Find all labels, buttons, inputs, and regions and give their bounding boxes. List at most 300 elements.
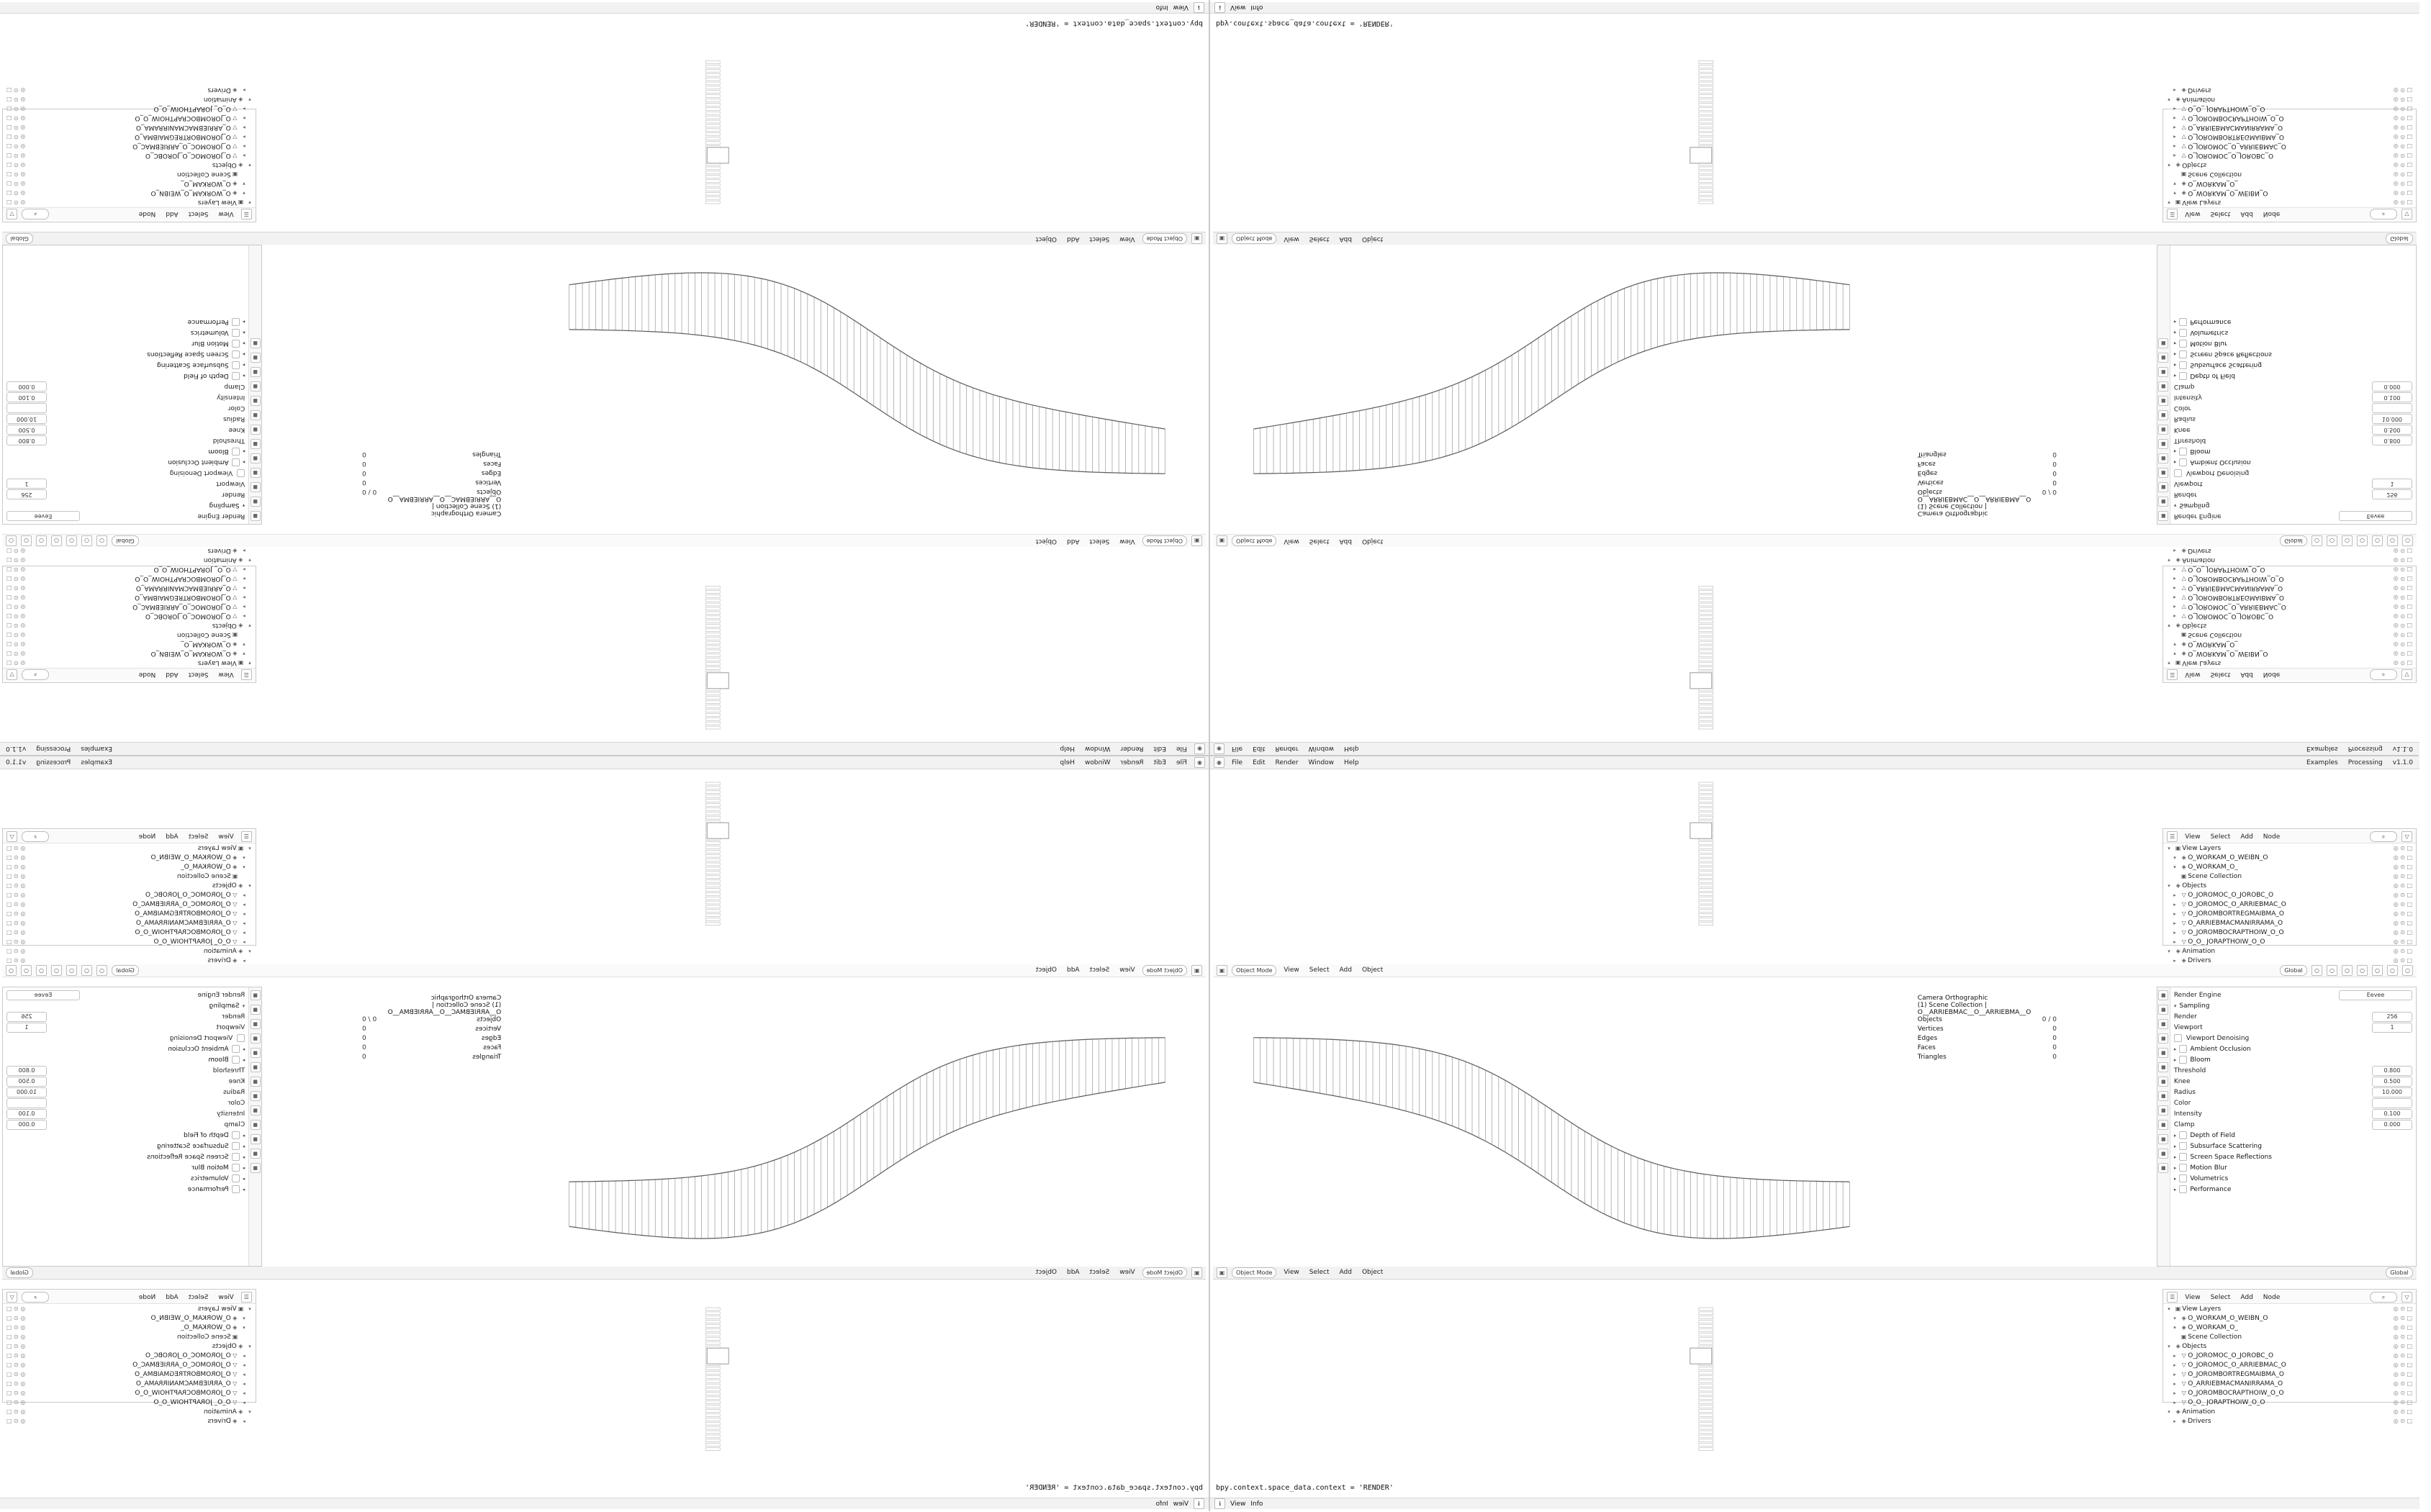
list-item[interactable] <box>3 900 256 909</box>
chevron-right-icon[interactable]: ▸ <box>243 910 245 917</box>
view-layer-icon[interactable]: ■ <box>2158 1033 2168 1044</box>
panel-header-motion-blur[interactable] <box>6 1162 245 1173</box>
chevron-right-icon[interactable]: ▸ <box>2173 585 2176 592</box>
list-item[interactable] <box>2163 612 2416 621</box>
constraint-icon[interactable]: ■ <box>251 367 261 377</box>
chevron-right-icon[interactable]: ▸ <box>2173 594 2176 601</box>
list-item[interactable] <box>2163 160 2416 170</box>
row-visibility-toggles[interactable]: ◎ ⊙ □ <box>6 133 26 140</box>
particles-icon[interactable]: ■ <box>2158 1105 2168 1115</box>
chevron-right-icon[interactable]: ▸ <box>243 604 245 610</box>
chevron-down-icon[interactable]: ▾ <box>248 1305 251 1312</box>
scene-icon[interactable]: ■ <box>2158 1048 2168 1058</box>
list-item[interactable] <box>3 881 256 890</box>
tool-icon[interactable]: ■ <box>2158 511 2168 521</box>
object-mode-select-lower[interactable]: Object Mode <box>1142 1267 1187 1278</box>
row-visibility-toggles[interactable]: ◎ ⊙ □ <box>6 901 26 907</box>
editor-type-icon[interactable]: ☰ <box>2167 831 2178 842</box>
row-visibility-toggles[interactable]: ◎ ⊙ □ <box>6 660 26 666</box>
topbar-menu-edit[interactable]: Edit <box>1153 759 1166 766</box>
render-icon[interactable]: ■ <box>251 1005 261 1015</box>
topbar-menu-render[interactable]: Render <box>1275 759 1299 766</box>
row-visibility-toggles[interactable]: ◎ ⊙ □ <box>6 171 26 178</box>
list-item[interactable] <box>3 1370 256 1379</box>
object-mode-select[interactable]: Object Mode <box>1142 965 1187 976</box>
topbar-menu-render[interactable]: Render <box>1275 745 1299 753</box>
list-item[interactable] <box>3 612 256 621</box>
modifier-icon[interactable]: ■ <box>2158 410 2168 420</box>
chevron-right-icon[interactable]: ▸ <box>2173 566 2176 573</box>
workspace-tab-examples[interactable]: Examples <box>2306 745 2338 753</box>
row-visibility-toggles[interactable]: ◎ ⊙ □ <box>2393 623 2412 629</box>
row-visibility-toggles[interactable]: ◎ ⊙ □ <box>6 1334 26 1341</box>
chevron-right-icon[interactable]: ▸ <box>2173 901 2176 907</box>
shading-solid-icon[interactable]: ○ <box>2342 535 2353 546</box>
chevron-right-icon[interactable]: ▸ <box>243 87 245 94</box>
row-visibility-toggles[interactable]: ◎ ⊙ □ <box>6 1324 26 1331</box>
material-icon[interactable]: ■ <box>251 338 261 348</box>
row-visibility-toggles[interactable]: ◎ ⊙ □ <box>6 845 26 851</box>
chevron-right-icon[interactable]: ▸ <box>243 153 245 159</box>
object-icon[interactable]: ■ <box>251 1077 261 1087</box>
chevron-down-icon[interactable]: ▾ <box>243 1324 245 1331</box>
viewport-denoising-row[interactable] <box>6 1033 245 1044</box>
filter-icon[interactable]: ▽ <box>2401 209 2412 219</box>
row-visibility-toggles[interactable]: ◎ ⊙ □ <box>2393 1399 2412 1406</box>
bloom-field-input[interactable]: 0.500 <box>2372 1077 2412 1087</box>
row-visibility-toggles[interactable]: ◎ ⊙ □ <box>6 882 26 889</box>
topbar-menu-render[interactable]: Render <box>1120 759 1144 766</box>
row-visibility-toggles[interactable]: ◎ ⊙ □ <box>2393 1352 2412 1359</box>
shading-material-icon[interactable]: ○ <box>2357 965 2368 976</box>
lower-menu-object[interactable]: Object <box>1035 1269 1057 1277</box>
footer-menu-view[interactable]: View <box>1230 4 1246 12</box>
panel-header-volumetrics[interactable] <box>2174 1173 2412 1184</box>
outliner-menu-select[interactable]: Select <box>2210 210 2231 218</box>
chevron-down-icon[interactable]: ▾ <box>248 882 251 889</box>
row-visibility-toggles[interactable]: ◎ ⊙ □ <box>2393 1343 2412 1350</box>
chevron-down-icon[interactable]: ▾ <box>2168 557 2170 563</box>
viewport-samples-field[interactable]: 1 <box>2372 1023 2412 1033</box>
chevron-down-icon[interactable]: ▾ <box>243 864 245 870</box>
workspace-tab-examples[interactable]: Examples <box>81 745 113 753</box>
list-item[interactable] <box>2163 640 2416 649</box>
row-visibility-toggles[interactable]: ◎ ⊙ □ <box>2393 576 2412 582</box>
transform-orientation-lower[interactable]: Global <box>2386 1267 2413 1278</box>
row-visibility-toggles[interactable]: ◎ ⊙ □ <box>6 1352 26 1359</box>
lower-menu-view[interactable]: View <box>1284 235 1299 243</box>
row-visibility-toggles[interactable]: ◎ ⊙ □ <box>2393 133 2412 140</box>
shading-material-icon[interactable]: ○ <box>51 535 62 546</box>
viewport-denoising-checkbox[interactable] <box>2174 1034 2182 1042</box>
tool-icon[interactable]: ■ <box>251 990 261 1000</box>
chevron-right-icon[interactable]: ▸ <box>2173 892 2176 898</box>
panel-enable-checkbox[interactable] <box>232 318 240 326</box>
list-item[interactable] <box>2163 890 2416 900</box>
row-visibility-toggles[interactable]: ◎ ⊙ □ <box>6 623 26 629</box>
list-item[interactable] <box>3 1341 256 1351</box>
row-visibility-toggles[interactable]: ◎ ⊙ □ <box>6 96 26 103</box>
chevron-down-icon[interactable]: ▾ <box>2173 864 2176 870</box>
constraint-icon[interactable]: ■ <box>2158 367 2168 377</box>
list-item[interactable] <box>3 853 256 862</box>
row-visibility-toggles[interactable]: ◎ ⊙ □ <box>6 920 26 926</box>
outliner-menu-select[interactable]: Select <box>188 1293 209 1301</box>
row-visibility-toggles[interactable]: ◎ ⊙ □ <box>6 124 26 131</box>
viewport-denoising-row[interactable] <box>2174 1033 2412 1044</box>
row-visibility-toggles[interactable]: ◎ ⊙ □ <box>2393 651 2412 657</box>
list-item[interactable] <box>2163 649 2416 658</box>
panel-header-subsurface-scattering[interactable] <box>6 1141 245 1151</box>
list-item[interactable] <box>3 593 256 602</box>
chevron-down-icon[interactable]: ▾ <box>248 162 251 168</box>
tool-icon[interactable]: ■ <box>251 511 261 521</box>
row-visibility-toggles[interactable]: ◎ ⊙ □ <box>6 1305 26 1313</box>
list-item[interactable] <box>3 909 256 918</box>
shading-solid-icon[interactable]: ○ <box>2342 965 2353 976</box>
panel-header-depth-of-field[interactable] <box>2174 1130 2412 1141</box>
filter-icon[interactable]: ▽ <box>2401 831 2412 842</box>
panel-header-depth-of-field[interactable] <box>6 371 245 381</box>
row-visibility-toggles[interactable]: ◎ ⊙ □ <box>6 957 26 964</box>
lower-menu-select[interactable]: Select <box>1309 235 1330 243</box>
panel-enable-checkbox[interactable] <box>2179 1131 2187 1139</box>
editor-type-icon[interactable]: ☰ <box>2167 669 2178 680</box>
list-item[interactable] <box>3 1398 256 1407</box>
workspace-tab-processing[interactable]: Processing <box>2347 759 2383 766</box>
row-visibility-toggles[interactable]: ◎ ⊙ □ <box>2393 957 2412 964</box>
list-item[interactable] <box>2163 104 2416 114</box>
list-item[interactable] <box>2163 1351 2416 1360</box>
chevron-right-icon[interactable]: ▸ <box>243 1399 245 1405</box>
footer-menu-info[interactable]: Info <box>1155 4 1168 12</box>
panel-header-ambient-occlusion[interactable] <box>2174 457 2412 468</box>
bloom-field-input[interactable] <box>6 403 47 413</box>
panel-header-performance[interactable] <box>2174 317 2412 327</box>
bloom-field-input[interactable]: 0.100 <box>2372 1109 2412 1119</box>
chevron-down-icon[interactable]: ▾ <box>248 96 251 103</box>
bloom-field-input[interactable]: 0.500 <box>6 425 47 435</box>
viewport-menu-object[interactable]: Object <box>1361 966 1384 974</box>
row-visibility-toggles[interactable]: ◎ ⊙ □ <box>2393 548 2412 554</box>
row-visibility-toggles[interactable]: ◎ ⊙ □ <box>6 1408 26 1416</box>
viewport-menu-select[interactable]: Select <box>1089 966 1110 974</box>
chevron-right-icon[interactable]: ▸ <box>2173 1380 2176 1387</box>
row-visibility-toggles[interactable]: ◎ ⊙ □ <box>2393 892 2412 898</box>
row-visibility-toggles[interactable]: ◎ ⊙ □ <box>6 161 26 168</box>
list-item[interactable] <box>2163 95 2416 104</box>
chevron-right-icon[interactable]: ▸ <box>243 901 245 907</box>
bloom-field-input[interactable]: 0.800 <box>2372 435 2412 445</box>
chevron-right-icon[interactable]: ▸ <box>2173 1362 2176 1368</box>
object-mode-select-lower[interactable]: Object Mode <box>1232 1267 1276 1278</box>
footer-menu-info[interactable]: Info <box>1155 1500 1168 1508</box>
render-icon[interactable]: ■ <box>251 497 261 507</box>
bloom-field-input[interactable]: 0.000 <box>2372 381 2412 391</box>
overlays-icon[interactable]: ○ <box>2387 965 2398 976</box>
proportional-edit-icon[interactable]: ○ <box>2327 965 2337 976</box>
chevron-right-icon[interactable]: ▸ <box>243 125 245 131</box>
panel-enable-checkbox[interactable] <box>2179 1164 2187 1172</box>
physics-icon[interactable]: ■ <box>251 381 261 391</box>
panel-enable-checkbox[interactable] <box>2179 350 2187 358</box>
list-item[interactable] <box>2163 862 2416 872</box>
physics-icon[interactable]: ■ <box>2158 381 2168 391</box>
chevron-right-icon[interactable]: ▸ <box>2173 125 2176 131</box>
lower-menu-select[interactable]: Select <box>1089 1269 1110 1277</box>
chevron-right-icon[interactable]: ▸ <box>2173 153 2176 159</box>
editor-type-icon[interactable]: ℹ <box>1214 1498 1225 1509</box>
editor-type-icon[interactable]: ▣ <box>1191 1267 1202 1278</box>
row-visibility-toggles[interactable]: ◎ ⊙ □ <box>6 1380 26 1387</box>
chevron-down-icon[interactable]: ▾ <box>2168 199 2170 206</box>
outliner-menu-view[interactable]: View <box>218 833 234 841</box>
row-visibility-toggles[interactable]: ◎ ⊙ □ <box>2393 854 2412 861</box>
list-item[interactable] <box>3 198 256 207</box>
row-visibility-toggles[interactable]: ◎ ⊙ □ <box>6 548 26 554</box>
viewport-3d[interactable] <box>1213 245 1890 525</box>
list-item[interactable] <box>2163 1304 2416 1313</box>
footer-menu-view[interactable]: View <box>1230 1500 1246 1508</box>
chevron-right-icon[interactable]: ▸ <box>2173 106 2176 112</box>
list-item[interactable] <box>3 621 256 630</box>
row-visibility-toggles[interactable]: ◎ ⊙ □ <box>6 199 26 206</box>
chevron-right-icon[interactable]: ▸ <box>2173 1352 2176 1359</box>
lower-menu-view[interactable]: View <box>1119 235 1135 243</box>
chevron-down-icon[interactable]: ▾ <box>248 660 251 666</box>
outliner-menu-add[interactable]: Add <box>166 671 179 679</box>
filter-icon[interactable]: ▽ <box>2401 1292 2412 1303</box>
proportional-edit-icon[interactable]: ○ <box>81 965 92 976</box>
modifier-icon[interactable]: ■ <box>251 1091 261 1101</box>
object-mode-select-lower[interactable]: Object Mode <box>1142 233 1187 244</box>
viewport-3d[interactable] <box>528 245 1206 525</box>
chevron-down-icon[interactable]: ▾ <box>248 1343 251 1349</box>
row-visibility-toggles[interactable]: ◎ ⊙ □ <box>6 1315 26 1322</box>
material-icon[interactable]: ■ <box>2158 338 2168 348</box>
particles-icon[interactable]: ■ <box>251 1105 261 1115</box>
object-icon[interactable]: ■ <box>2158 425 2168 435</box>
list-item[interactable] <box>3 142 256 151</box>
outliner-search-input[interactable]: ⌕ <box>2370 831 2397 842</box>
outliner-menu-add[interactable]: Add <box>2240 833 2253 841</box>
outliner-search-input[interactable]: ⌕ <box>22 669 49 680</box>
panel-enable-checkbox[interactable] <box>232 1174 240 1182</box>
panel-enable-checkbox[interactable] <box>2179 1174 2187 1182</box>
list-item[interactable] <box>2163 1332 2416 1341</box>
viewport-menu-add[interactable]: Add <box>1339 537 1352 545</box>
outliner-menu-add[interactable]: Add <box>166 1293 179 1301</box>
list-item[interactable] <box>2163 853 2416 862</box>
row-visibility-toggles[interactable]: ◎ ⊙ □ <box>2393 1390 2412 1397</box>
footer-menu-view[interactable]: View <box>1173 4 1189 12</box>
row-visibility-toggles[interactable]: ◎ ⊙ □ <box>6 613 26 620</box>
chevron-right-icon[interactable]: ▸ <box>2173 604 2176 610</box>
viewport-menu-object[interactable]: Object <box>1361 537 1384 545</box>
row-visibility-toggles[interactable]: ◎ ⊙ □ <box>2393 938 2412 945</box>
chevron-down-icon[interactable]: ▾ <box>243 854 245 861</box>
scene-icon[interactable]: ■ <box>251 1048 261 1058</box>
row-visibility-toggles[interactable]: ◎ ⊙ □ <box>6 641 26 648</box>
list-item[interactable] <box>3 843 256 853</box>
chevron-down-icon[interactable]: ▾ <box>243 190 245 196</box>
list-item[interactable] <box>2163 658 2416 668</box>
chevron-down-icon[interactable]: ▾ <box>243 651 245 657</box>
panel-enable-checkbox[interactable] <box>232 329 240 337</box>
viewport-menu-add[interactable]: Add <box>1067 537 1080 545</box>
row-visibility-toggles[interactable]: ◎ ⊙ □ <box>2393 920 2412 926</box>
chevron-right-icon[interactable]: ▸ <box>2173 938 2176 945</box>
render-engine-select[interactable]: Eevee <box>2339 511 2412 521</box>
outliner-menu-view[interactable]: View <box>2185 210 2201 218</box>
bloom-field-input[interactable]: 10.000 <box>6 1087 47 1097</box>
panel-header-subsurface-scattering[interactable] <box>6 360 245 371</box>
outliner-menu-add[interactable]: Add <box>2240 210 2253 218</box>
outliner-menu-view[interactable]: View <box>2185 1293 2201 1301</box>
panel-header-motion-blur[interactable] <box>6 338 245 349</box>
shading-rendered-icon[interactable]: ○ <box>36 965 47 976</box>
outliner-search-input[interactable]: ⌕ <box>2370 669 2397 680</box>
constraint-icon[interactable]: ■ <box>251 1134 261 1144</box>
list-item[interactable] <box>3 114 256 123</box>
panel-enable-checkbox[interactable] <box>232 372 240 380</box>
row-visibility-toggles[interactable]: ◎ ⊙ □ <box>6 938 26 945</box>
render-engine-select[interactable]: Eevee <box>2339 990 2412 1000</box>
row-visibility-toggles[interactable]: ◎ ⊙ □ <box>2393 114 2412 122</box>
list-item[interactable] <box>2163 909 2416 918</box>
list-item[interactable] <box>2163 918 2416 928</box>
editor-type-icon[interactable]: ☰ <box>241 831 252 842</box>
chevron-down-icon[interactable]: ▾ <box>248 845 251 851</box>
panel-enable-checkbox[interactable] <box>232 1056 240 1064</box>
chevron-right-icon[interactable]: ▸ <box>2173 87 2176 94</box>
list-item[interactable] <box>3 179 256 189</box>
gizmo-icon[interactable]: ○ <box>2402 535 2413 546</box>
list-item[interactable] <box>2163 86 2416 95</box>
row-visibility-toggles[interactable]: ◎ ⊙ □ <box>6 142 26 150</box>
list-item[interactable] <box>3 1360 256 1370</box>
shading-solid-icon[interactable]: ○ <box>66 965 77 976</box>
list-item[interactable] <box>3 1407 256 1416</box>
row-visibility-toggles[interactable]: ◎ ⊙ □ <box>6 566 26 573</box>
transform-orientation-lower[interactable]: Global <box>6 233 33 244</box>
topbar-menu-file[interactable]: File <box>1176 759 1187 766</box>
row-visibility-toggles[interactable]: ◎ ⊙ □ <box>2393 557 2412 563</box>
chevron-right-icon[interactable]: ▸ <box>243 1418 245 1424</box>
row-visibility-toggles[interactable]: ◎ ⊙ □ <box>6 189 26 196</box>
row-visibility-toggles[interactable]: ◎ ⊙ □ <box>2393 1408 2412 1416</box>
list-item[interactable] <box>2163 843 2416 853</box>
sampling-section-header[interactable] <box>2174 500 2412 511</box>
list-item[interactable] <box>2163 179 2416 189</box>
list-item[interactable] <box>3 937 256 946</box>
footer-menu-info[interactable]: Info <box>1250 4 1263 12</box>
list-item[interactable] <box>2163 881 2416 890</box>
row-visibility-toggles[interactable]: ◎ ⊙ □ <box>2393 873 2412 879</box>
transform-orientation-select[interactable]: Global <box>112 535 139 546</box>
world-icon[interactable]: ■ <box>2158 1062 2168 1072</box>
sampling-section-header[interactable] <box>2174 1000 2412 1011</box>
list-item[interactable] <box>2163 151 2416 160</box>
list-item[interactable] <box>3 189 256 198</box>
chevron-down-icon[interactable]: ▾ <box>248 199 251 206</box>
gizmo-icon[interactable]: ○ <box>2402 965 2413 976</box>
chevron-down-icon[interactable]: ▾ <box>248 1408 251 1415</box>
panel-enable-checkbox[interactable] <box>232 361 240 369</box>
viewport-denoising-checkbox[interactable] <box>2174 469 2182 477</box>
panel-header-depth-of-field[interactable] <box>2174 371 2412 381</box>
panel-enable-checkbox[interactable] <box>232 1185 240 1193</box>
row-visibility-toggles[interactable]: ◎ ⊙ □ <box>6 948 26 954</box>
panel-enable-checkbox[interactable] <box>2179 318 2187 326</box>
chevron-right-icon[interactable]: ▸ <box>243 929 245 936</box>
editor-type-icon[interactable]: ▣ <box>1191 965 1202 976</box>
workspace-tab-processing[interactable]: Processing <box>36 759 71 766</box>
bloom-field-input[interactable]: 10.000 <box>2372 1087 2412 1097</box>
panel-header-bloom[interactable] <box>6 1054 245 1065</box>
editor-type-icon[interactable]: ▣ <box>1191 233 1202 244</box>
list-item[interactable] <box>2163 1341 2416 1351</box>
panel-header-screen-space-reflections[interactable] <box>2174 1151 2412 1162</box>
row-visibility-toggles[interactable]: ◎ ⊙ □ <box>2393 189 2412 196</box>
list-item[interactable] <box>2163 142 2416 151</box>
chevron-down-icon[interactable]: ▾ <box>2168 1408 2170 1415</box>
row-visibility-toggles[interactable]: ◎ ⊙ □ <box>6 1418 26 1425</box>
filter-icon[interactable]: ▽ <box>6 669 17 680</box>
row-visibility-toggles[interactable]: ◎ ⊙ □ <box>2393 152 2412 159</box>
list-item[interactable] <box>2163 556 2416 565</box>
viewport-menu-view[interactable]: View <box>1284 966 1299 974</box>
editor-type-icon[interactable]: ☰ <box>241 1292 252 1303</box>
row-visibility-toggles[interactable]: ◎ ⊙ □ <box>2393 180 2412 187</box>
outliner-menu-add[interactable]: Add <box>166 210 179 218</box>
viewport-menu-view[interactable]: View <box>1284 537 1299 545</box>
topbar-menu-render[interactable]: Render <box>1120 745 1144 753</box>
row-visibility-toggles[interactable]: ◎ ⊙ □ <box>6 1399 26 1406</box>
list-item[interactable] <box>2163 1398 2416 1407</box>
panel-enable-checkbox[interactable] <box>2179 1056 2187 1064</box>
editor-type-icon[interactable]: ▣ <box>1217 965 1227 976</box>
proportional-edit-icon[interactable]: ○ <box>81 535 92 546</box>
chevron-right-icon[interactable]: ▸ <box>2173 548 2176 554</box>
list-item[interactable] <box>3 584 256 593</box>
bloom-field-input[interactable]: 0.000 <box>2372 1120 2412 1130</box>
chevron-right-icon[interactable]: ▸ <box>243 920 245 926</box>
row-visibility-toggles[interactable]: ◎ ⊙ □ <box>6 594 26 601</box>
list-item[interactable] <box>2163 123 2416 132</box>
row-visibility-toggles[interactable]: ◎ ⊙ □ <box>6 604 26 610</box>
chevron-down-icon[interactable]: ▾ <box>2168 1305 2170 1312</box>
transform-orientation-select[interactable]: Global <box>112 965 139 976</box>
lower-menu-select[interactable]: Select <box>1309 1269 1330 1277</box>
row-visibility-toggles[interactable]: ◎ ⊙ □ <box>6 180 26 187</box>
panel-header-screen-space-reflections[interactable] <box>6 1151 245 1162</box>
row-visibility-toggles[interactable]: ◎ ⊙ □ <box>2393 171 2412 178</box>
chevron-right-icon[interactable]: ▸ <box>243 1371 245 1377</box>
chevron-right-icon[interactable]: ▸ <box>243 585 245 592</box>
panel-header-ambient-occlusion[interactable] <box>6 1044 245 1054</box>
chevron-right-icon[interactable]: ▸ <box>2173 957 2176 964</box>
render-icon[interactable]: ■ <box>2158 497 2168 507</box>
panel-header-screen-space-reflections[interactable] <box>2174 349 2412 360</box>
panel-enable-checkbox[interactable] <box>2179 340 2187 348</box>
viewport-menu-select[interactable]: Select <box>1089 537 1110 545</box>
row-visibility-toggles[interactable]: ◎ ⊙ □ <box>2393 910 2412 917</box>
panel-enable-checkbox[interactable] <box>232 1131 240 1139</box>
panel-header-performance[interactable] <box>6 1184 245 1195</box>
row-visibility-toggles[interactable]: ◎ ⊙ □ <box>2393 1418 2412 1425</box>
row-visibility-toggles[interactable]: ◎ ⊙ □ <box>2393 96 2412 103</box>
